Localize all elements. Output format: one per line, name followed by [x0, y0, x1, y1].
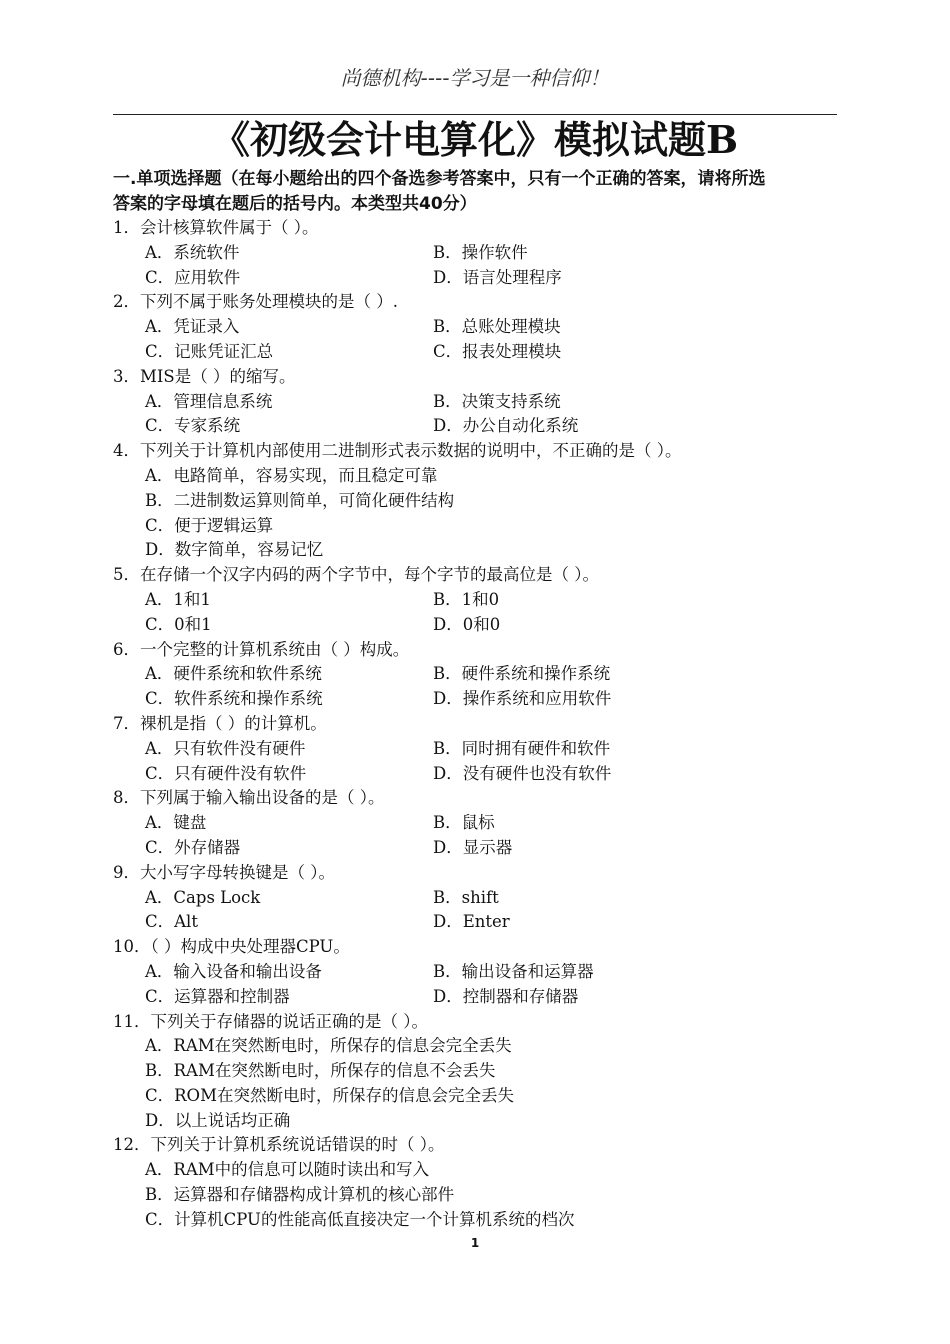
option-row: [113, 266, 853, 291]
answer-option: A．输入设备和输出设备: [145, 961, 322, 981]
question-stem: 8．下列属于输入输出设备的是（ ）。: [113, 788, 385, 808]
option-row: [113, 1109, 853, 1134]
option-row: [113, 340, 853, 365]
option-row: [113, 662, 853, 687]
section-heading: [113, 167, 837, 217]
answer-option: C．外存储器: [145, 837, 241, 857]
option-row: [113, 588, 853, 613]
answer-option: B．二进制数运算则简单，可简化硬件结构: [145, 490, 455, 510]
option-row: [113, 464, 853, 489]
page-title: 《初级会计电算化》模拟试题B: [211, 117, 739, 162]
question-stem: 4．下列关于计算机内部使用二进制形式表示数据的说明中，不正确的是（ ）。: [113, 441, 682, 461]
answer-option: C．应用软件: [145, 267, 241, 287]
answer-option: A．硬件系统和软件系统: [145, 664, 322, 684]
option-row: [113, 241, 853, 266]
section-heading-line-1: 一.单项选择题（在每小题给出的四个备选参考答案中，只有一个正确的答案，请将所选: [113, 169, 766, 189]
answer-option: A．只有软件没有硬件: [145, 738, 306, 758]
option-row: [113, 1208, 853, 1233]
option-row: [113, 910, 853, 935]
answer-option: D．显示器: [433, 837, 513, 857]
question-stem: 10．（ ）构成中央处理器CPU。: [113, 937, 350, 957]
page-header: 尚德机构----学习是一种信仰！: [340, 66, 610, 90]
question-stem: 7．裸机是指（ ）的计算机。: [113, 713, 327, 733]
answer-option: B．RAM在突然断电时，所保存的信息不会丢失: [145, 1061, 496, 1081]
option-row: [113, 687, 853, 712]
answer-option: C．专家系统: [145, 416, 241, 436]
page-number: 1: [470, 1236, 480, 1250]
answer-option: D．以上说话均正确: [145, 1110, 291, 1130]
option-row: [113, 514, 853, 539]
answer-option: C．ROM在突然断电时，所保存的信息会完全丢失: [145, 1085, 514, 1105]
header-rule: [113, 114, 837, 115]
answer-option: B．同时拥有硬件和软件: [433, 738, 611, 758]
answer-option: D．控制器和存储器: [433, 986, 579, 1006]
option-row: [113, 836, 853, 861]
option-row: [113, 538, 853, 563]
option-row: [113, 886, 853, 911]
question-list: [113, 216, 853, 1233]
answer-option: A．管理信息系统: [145, 391, 273, 411]
answer-option: B．硬件系统和操作系统: [433, 664, 611, 684]
answer-option: B．shift: [433, 887, 499, 907]
option-row: [113, 489, 853, 514]
answer-option: C．报表处理模块: [433, 341, 562, 361]
answer-option: D．办公自动化系统: [433, 416, 579, 436]
answer-option: A．RAM在突然断电时，所保存的信息会完全丢失: [145, 1036, 512, 1056]
question-stem: 12．下列关于计算机系统说话错误的时（ ）。: [113, 1135, 445, 1155]
option-row: [113, 1158, 853, 1183]
answer-option: D．0和0: [433, 614, 501, 634]
option-row: [113, 762, 853, 787]
answer-option: C．只有硬件没有软件: [145, 763, 307, 783]
option-row: [113, 985, 853, 1010]
option-row: [113, 811, 853, 836]
answer-option: D．数字简单，容易记忆: [145, 540, 324, 560]
answer-option: C．运算器和控制器: [145, 986, 290, 1006]
answer-option: B．总账处理模块: [433, 317, 561, 337]
option-row: [113, 1183, 853, 1208]
option-row: [113, 737, 853, 762]
answer-option: A．键盘: [145, 813, 207, 833]
answer-option: C．记账凭证汇总: [145, 341, 274, 361]
answer-option: B．决策支持系统: [433, 391, 561, 411]
question-stem: 3．MIS是（ ）的缩写。: [113, 366, 296, 386]
answer-option: C．0和1: [145, 614, 212, 634]
option-row: [113, 414, 853, 439]
answer-option: B．输出设备和运算器: [433, 961, 594, 981]
option-row: [113, 613, 853, 638]
answer-option: C．软件系统和操作系统: [145, 689, 323, 709]
option-row: [113, 315, 853, 340]
answer-option: B．操作软件: [433, 242, 528, 262]
answer-option: D．操作系统和应用软件: [433, 689, 612, 709]
question-stem: 5．在存储一个汉字内码的两个字节中，每个字节的最高位是（ ）。: [113, 565, 599, 585]
question-stem: 2．下列不属于账务处理模块的是（ ）.: [113, 292, 398, 312]
option-row: [113, 1059, 853, 1084]
option-row: [113, 1034, 853, 1059]
answer-option: A．1和1: [145, 589, 211, 609]
answer-option: B．运算器和存储器构成计算机的核心部件: [145, 1185, 455, 1205]
answer-option: D．Enter: [433, 912, 510, 932]
answer-option: B．鼠标: [433, 813, 495, 833]
option-row: [113, 390, 853, 415]
answer-option: B．1和0: [433, 589, 500, 609]
question-stem: 1．会计核算软件属于（ ）。: [113, 218, 319, 237]
answer-option: A．Caps Lock: [145, 887, 261, 907]
answer-option: A．系统软件: [145, 242, 240, 262]
option-row: [113, 1084, 853, 1109]
answer-option: D．没有硬件也没有软件: [433, 763, 612, 783]
answer-option: D．语言处理程序: [433, 267, 562, 287]
answer-option: C．Alt: [145, 912, 198, 932]
answer-option: C．计算机CPU的性能高低直接决定一个计算机系统的档次: [145, 1209, 575, 1229]
answer-option: A．凭证录入: [145, 317, 240, 337]
question-stem: 6．一个完整的计算机系统由（ ）构成。: [113, 639, 410, 659]
option-row: [113, 960, 853, 985]
answer-option: A．电路简单，容易实现，而且稳定可靠: [145, 465, 438, 485]
question-stem: 11．下列关于存储器的说话正确的是（ ）。: [113, 1011, 428, 1031]
section-heading-line-2: 答案的字母填在题后的括号内。本类型共40分）: [113, 194, 477, 214]
question-stem: 9．大小写字母转换键是（ ）。: [113, 862, 335, 882]
answer-option: A．RAM中的信息可以随时读出和写入: [145, 1160, 430, 1180]
answer-option: C．便于逻辑运算: [145, 515, 274, 535]
